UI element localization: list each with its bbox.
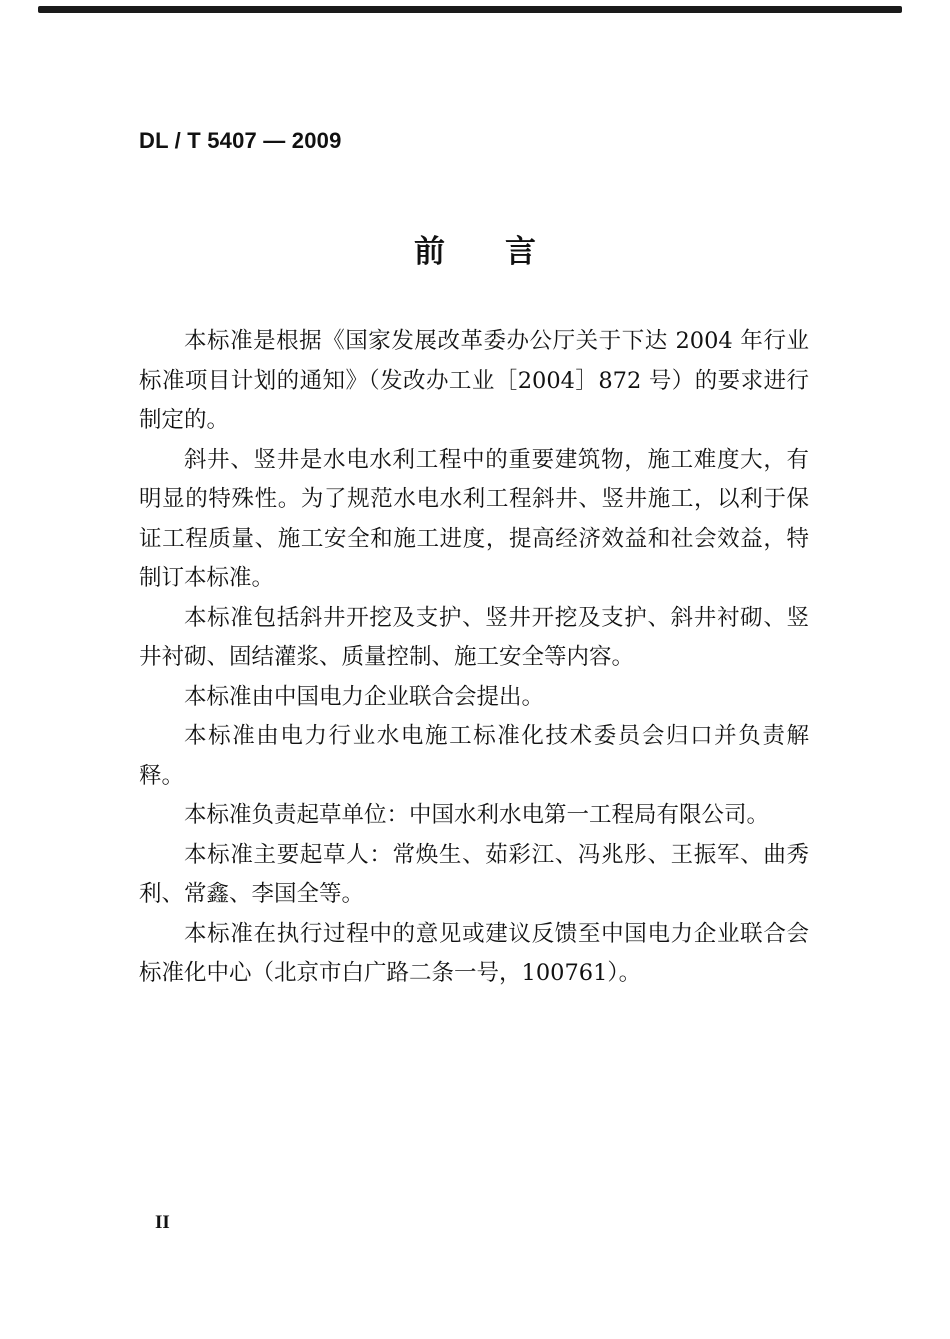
paragraph-drafting-unit: 本标准负责起草单位：中国水利水电第一工程局有限公司。 xyxy=(184,802,770,828)
paragraph-purpose: 斜井、竖井是水电水利工程中的重要建筑物，施工难度大，有明显的特殊性。为了规范水电水利工程斜井、竖井施工，以利于保证工程质量、施工安全和施工进度，提高经济效益和社会效益，特制订本标准。 xyxy=(139,446,809,591)
paragraph-proposer: 本标准由中国电力企业联合会提出。 xyxy=(184,683,545,710)
paragraph-feedback: 本标准在执行过程中的意见或建议反馈至中国电力企业联合会标准化中心（北京市白广路二条一号，100761）。 xyxy=(139,920,809,986)
standard-code: DL / T 5407 — 2009 xyxy=(139,128,342,153)
paragraph-drafters: 本标准主要起草人：常焕生、茹彩江、冯兆彤、王振军、曲秀利、常鑫、李国全等。 xyxy=(139,841,809,907)
paragraph-interpretation: 本标准由电力行业水电施工标准化技术委员会归口并负责解释。 xyxy=(139,723,809,789)
paragraph-scope: 本标准包括斜井开挖及支护、竖井开挖及支护、斜井衬砌、竖井衬砌、固结灌浆、质量控制、施工安全等内容。 xyxy=(139,604,809,670)
paragraph-basis: 本标准是根据《国家发展改革委办公厅关于下达 2004 年行业标准项目计划的通知》（发改办工业［2004］872 号）的要求进行制定的。 xyxy=(139,328,809,433)
page-number: II xyxy=(155,1212,170,1233)
page-title: 前言 xyxy=(414,234,596,270)
top-border-rule xyxy=(38,6,902,13)
foreword-body xyxy=(139,322,809,994)
